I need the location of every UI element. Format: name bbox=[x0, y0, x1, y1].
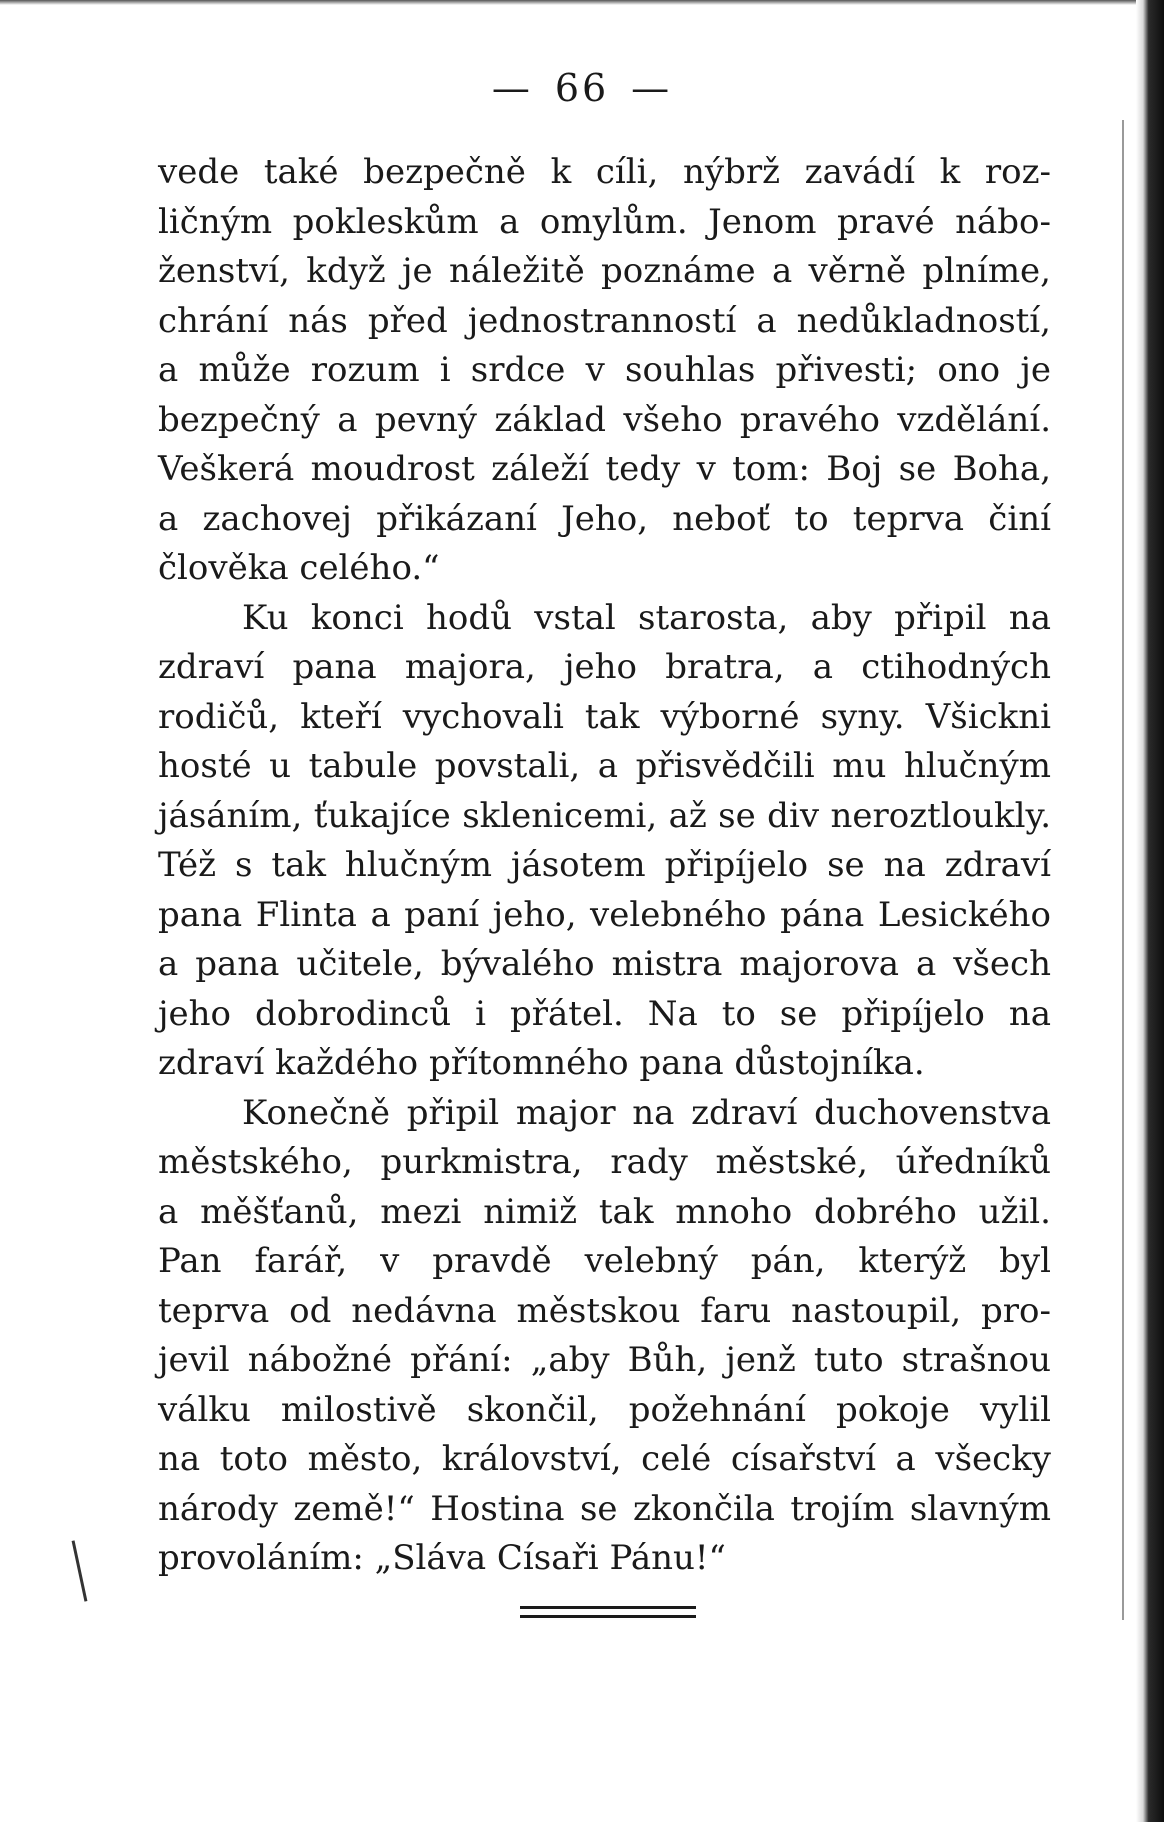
paragraph-first-line: Ku konci hodů vstal starosta, aby připil na bbox=[242, 597, 1051, 638]
text-line: Též s tak hlučným jásotem připíjelo se na zdraví bbox=[158, 845, 1051, 885]
chapter-end-rule bbox=[520, 1606, 696, 1624]
text-line: na toto město, království, celé císařství a všecky bbox=[158, 1439, 1051, 1479]
page-number-dash-right: — bbox=[631, 66, 673, 110]
text-line: hosté u tabule povstali, a přisvědčili mu hlučným bbox=[158, 746, 1051, 786]
page-number-value: 66 bbox=[554, 66, 610, 110]
end-rule-bar-top bbox=[520, 1606, 696, 1609]
end-rule-bar-bottom bbox=[520, 1615, 696, 1618]
text-line: rodičů, kteří vychovali tak výborné syny. Všickni bbox=[158, 696, 1051, 737]
text-line: chrání nás před jednostranností a nedůkladností, bbox=[158, 300, 1051, 341]
scan-edge-top bbox=[0, 0, 1164, 5]
page-number-dash-left: — bbox=[491, 66, 533, 110]
scan-edge-right bbox=[1136, 0, 1164, 1822]
text-line: zdraví pana majora, jeho bratra, a ctihodných bbox=[158, 647, 1051, 687]
text-line: městského, purkmistra, rady městské, úředníků bbox=[158, 1142, 1051, 1182]
page-number bbox=[0, 66, 1164, 110]
paragraph-end-line: provoláním: „Sláva Císaři Pánu!“ bbox=[158, 1538, 726, 1578]
text-line: Veškerá moudrost záleží tedy v tom: Boj se Boha, bbox=[158, 449, 1051, 489]
text-line: a pana učitele, bývalého mistra majorova a všech bbox=[158, 944, 1051, 984]
text-line: jásáním, ťukajíce sklenicemi, až se div neroztloukly. bbox=[158, 795, 1051, 836]
text-line: pana Flinta a paní jeho, velebného pána Lesického bbox=[158, 894, 1051, 935]
margin-pencil-mark bbox=[72, 1540, 88, 1601]
text-line: vede také bezpečně k cíli, nýbrž zavádí k roz- bbox=[158, 152, 1051, 192]
text-line: bezpečný a pevný základ všeho pravého vzdělání. bbox=[158, 399, 1051, 440]
text-line: teprva od nedávna městskou faru nastoupil, pro- bbox=[158, 1290, 1051, 1331]
text-line: národy země!“ Hostina se zkončila trojím slavným bbox=[158, 1488, 1051, 1529]
paragraph-end-line: člověka celého.“ bbox=[158, 548, 440, 588]
paragraph-end-line: zdraví každého přítomného pana důstojníka. bbox=[158, 1043, 925, 1083]
body-text bbox=[158, 148, 1051, 1584]
paragraph-first-line: Konečně připil major na zdraví duchovenstva bbox=[242, 1092, 1051, 1133]
scan-margin-line bbox=[1122, 120, 1124, 1620]
text-line: jevil nábožné přání: „aby Bůh, jenž tuto strašnou bbox=[158, 1340, 1051, 1380]
text-line: válku milostivě skončil, požehnání pokoje vylil bbox=[158, 1389, 1051, 1430]
text-line: a zachovej přikázaní Jeho, neboť to teprva činí bbox=[158, 498, 1051, 539]
text-line: Pan farář, v pravdě velebný pán, kterýž byl bbox=[158, 1241, 1051, 1281]
text-line: ličným pokleskům a omylům. Jenom pravé nábo- bbox=[158, 201, 1051, 242]
text-line: a měšťanů, mezi nimiž tak mnoho dobrého užil. bbox=[158, 1191, 1051, 1232]
text-line: a může rozum i srdce v souhlas přivesti; ono je bbox=[158, 350, 1051, 390]
text-line: jeho dobrodinců i přátel. Na to se připíjelo na bbox=[158, 993, 1051, 1034]
text-line: ženství, když je náležitě poznáme a věrně plníme, bbox=[158, 251, 1051, 291]
